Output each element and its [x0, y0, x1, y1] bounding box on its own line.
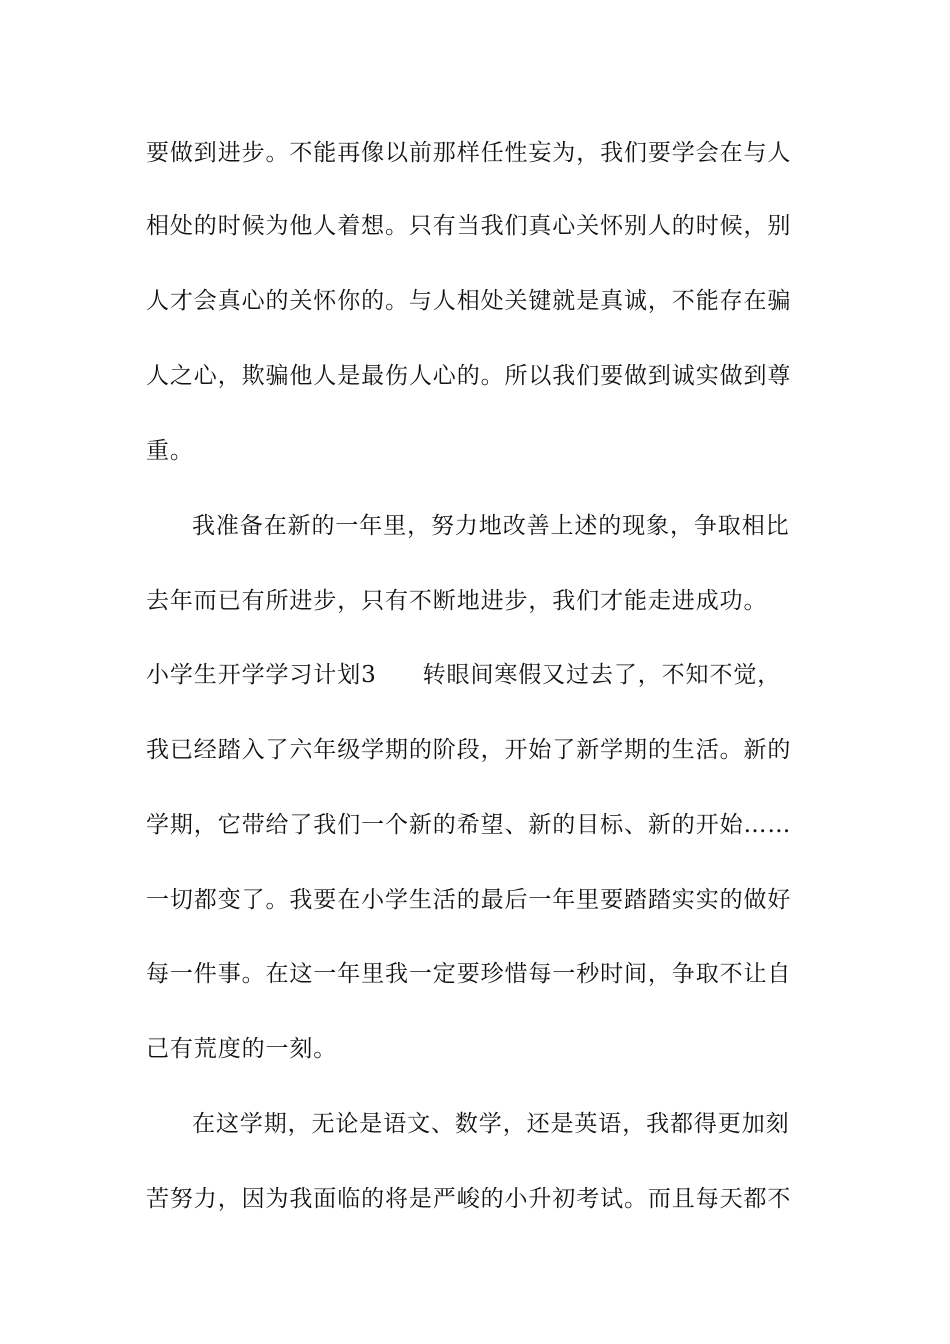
paragraph-line: 去年而已有所进步，只有不断地进步，我们才能走进成功。 — [146, 588, 768, 614]
section-first-line: 转眼间寒假又过去了，不知不觉， — [422, 662, 782, 688]
paragraph-line: 苦努力，因为我面临的将是严峻的小升初考试。而且每天都不 — [146, 1186, 792, 1212]
paragraph-line: 人之心，欺骗他人是最伤人心的。所以我们要做到诚实做到尊 — [146, 363, 792, 389]
paragraph-line: 要做到进步。不能再像以前那样任性妄为，我们要学会在与人 — [146, 140, 792, 166]
section-heading: 小学生开学学习计划3 — [146, 662, 377, 688]
paragraph-line: 学期，它带给了我们一个新的希望、新的目标、新的开始…… — [146, 812, 792, 838]
section-heading-line — [146, 655, 806, 695]
paragraph-line: 我已经踏入了六年级学期的阶段，开始了新学期的生活。新的 — [146, 737, 792, 763]
paragraph-line: 相处的时候为他人着想。只有当我们真心关怀别人的时候，别 — [146, 213, 792, 239]
paragraph-line: 己有荒度的一刻。 — [146, 1036, 338, 1062]
paragraph-line: 每一件事。在这一年里我一定要珍惜每一秒时间，争取不让自 — [146, 961, 792, 987]
paragraph-line: 一切都变了。我要在小学生活的最后一年里要踏踏实实的做好 — [146, 887, 792, 913]
paragraph-line: 我准备在新的一年里，努力地改善上述的现象，争取相比 — [192, 513, 790, 539]
paragraph-line: 人才会真心的关怀你的。与人相处关键就是真诚，不能存在骗 — [146, 288, 792, 314]
paragraph-line: 在这学期，无论是语文、数学，还是英语，我都得更加刻 — [192, 1111, 790, 1137]
paragraph-line: 重。 — [146, 438, 194, 464]
